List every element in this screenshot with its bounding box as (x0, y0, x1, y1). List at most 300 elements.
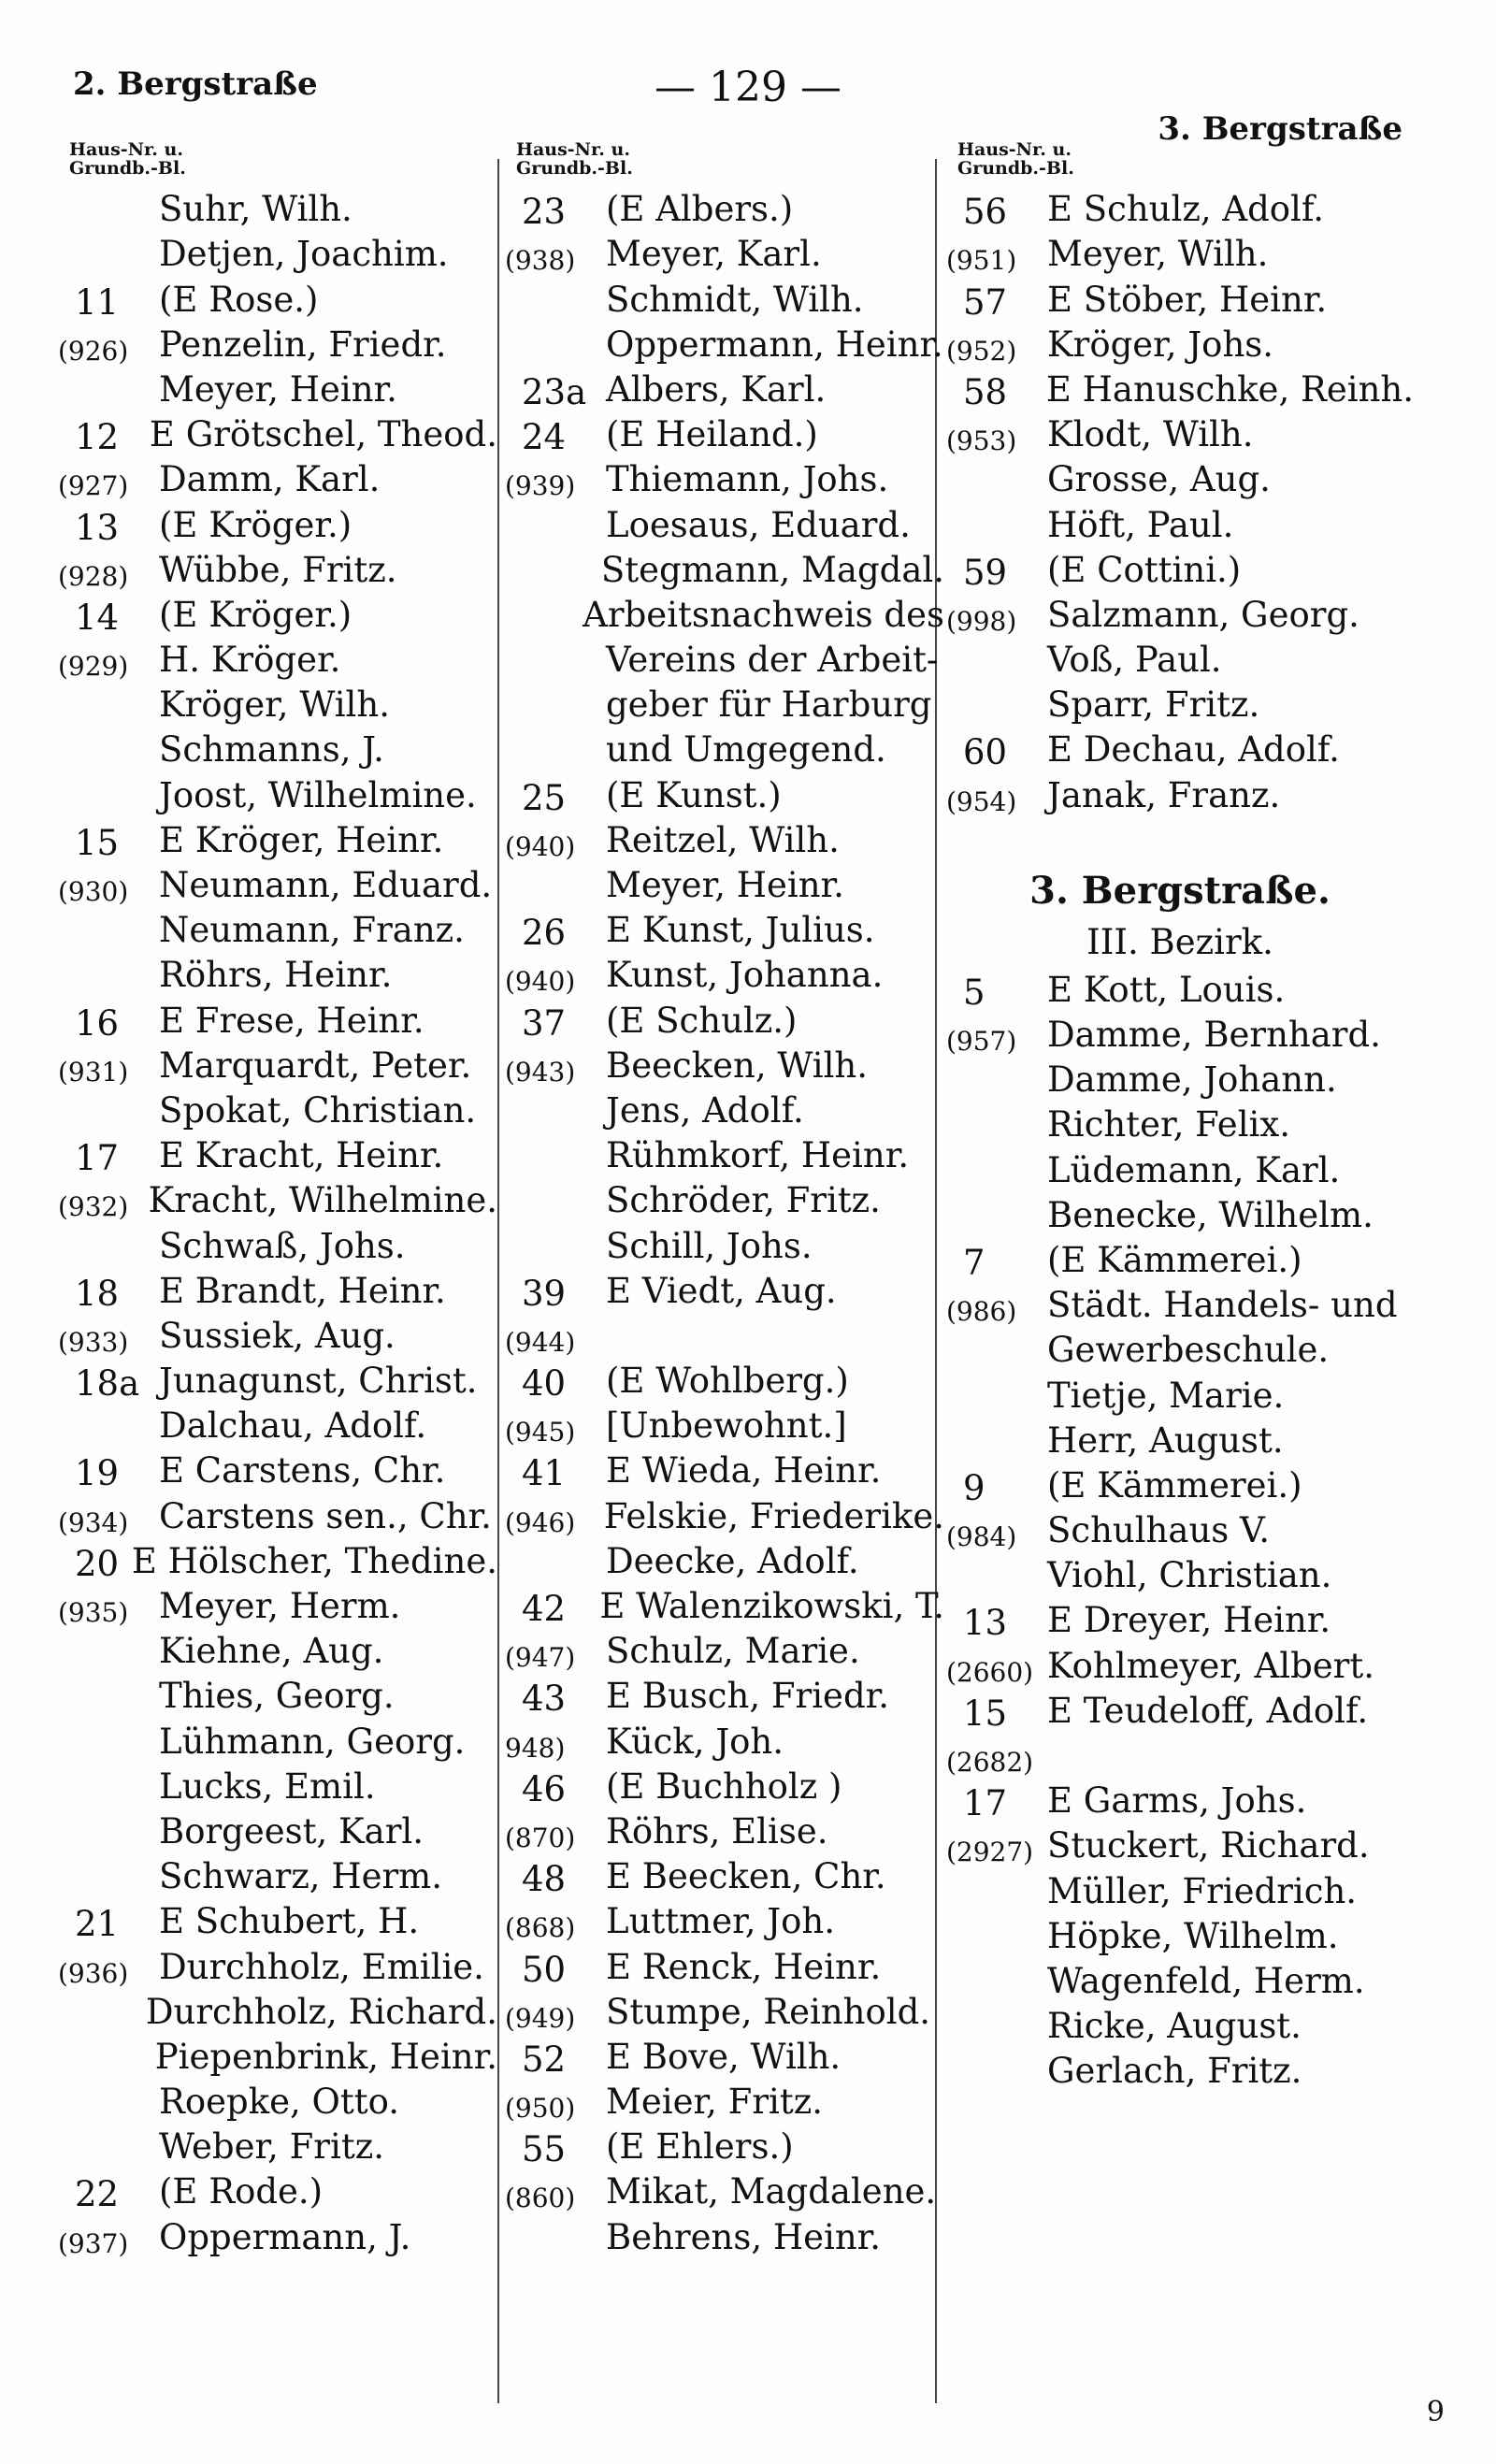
directory-line (58, 1808, 497, 1852)
resident-entry: Detjen, Joachim. (159, 234, 449, 275)
house-number: 42 (522, 1589, 567, 1629)
resident-entry: E Beecken, Chr. (606, 1856, 886, 1897)
house-number: 15 (963, 1693, 1008, 1734)
directory-line (58, 546, 497, 591)
house-number-cell (505, 968, 606, 996)
house-number: 23a (522, 371, 587, 412)
resident-entry: Lucks, Emil. (159, 1765, 376, 1807)
directory-line (505, 951, 944, 996)
directory-line (58, 771, 497, 815)
house-number-cell (946, 785, 1047, 817)
land-register-number: (934) (58, 1506, 129, 1538)
house-number: 22 (75, 2174, 120, 2215)
house-number-cell (505, 1326, 606, 1358)
resident-entry: Wübbe, Fritz. (159, 549, 397, 590)
house-number: 39 (522, 1273, 567, 1314)
directory-line (58, 1627, 497, 1672)
resident-entry: Durchholz, Emilie. (159, 1946, 484, 1987)
resident-entry: Junagunst, Christ. (159, 1361, 478, 1402)
house-number: 25 (522, 777, 567, 818)
running-head-right: 3. Bergstraße (1158, 110, 1402, 148)
directory-line (505, 681, 944, 726)
resident-entry: Gerlach, Fritz. (1047, 2051, 1302, 2092)
resident-entry: Oppermann, Heinr. (606, 324, 943, 365)
directory-line (946, 366, 1414, 411)
land-register-number: (944) (505, 1326, 576, 1358)
resident-entry: Meyer, Herm. (159, 1586, 401, 1626)
resident-entry: Arbeitsnachweis des (583, 594, 944, 635)
land-register-number: (951) (946, 245, 1017, 277)
directory-line (505, 1131, 944, 1176)
house-number-cell (946, 192, 1047, 233)
resident-entry: Höpke, Wilhelm. (1047, 1915, 1339, 1956)
column-head-line: Grundb.-Bl. (957, 158, 1074, 179)
resident-entry: Meyer, Karl. (606, 234, 822, 275)
resident-entry: Stegmann, Magdal. (600, 549, 944, 590)
directory-line (505, 1808, 944, 1852)
resident-entry: Kracht, Wilhelmine. (148, 1180, 497, 1221)
resident-entry: Luttmer, Joh. (606, 1901, 835, 1942)
land-register-number: (984) (946, 1521, 1017, 1553)
house-number-cell (58, 822, 159, 863)
directory-line (58, 951, 497, 996)
directory-line (505, 1988, 944, 2033)
house-number: 5 (963, 972, 985, 1013)
resident-entry: Gewerbeschule. (1047, 1330, 1330, 1371)
directory-line (505, 1897, 944, 1942)
resident-entry: Voß, Paul. (1047, 640, 1222, 681)
resident-entry: Rühmkorf, Heinr. (606, 1135, 910, 1176)
house-number-cell (505, 830, 606, 862)
resident-entry: Schwaß, Johs. (159, 1225, 406, 1266)
directory-line (505, 1221, 944, 1266)
land-register-number: (932) (58, 1191, 129, 1223)
directory-line (946, 966, 1414, 1011)
column-head-line: Haus-Nr. u. (69, 139, 183, 160)
house-number-cell (946, 1523, 1047, 1551)
resident-entry: Neumann, Eduard. (159, 865, 493, 905)
house-number-cell (58, 1506, 159, 1538)
directory-line (946, 1551, 1414, 1596)
resident-entry: Mikat, Magdalene. (606, 2171, 937, 2212)
resident-entry: Thiemann, Johs. (606, 459, 889, 500)
house-number-cell (58, 335, 159, 367)
directory-line (58, 366, 497, 411)
house-number: 59 (963, 552, 1008, 593)
resident-entry: E Hanuschke, Reinh. (1045, 368, 1414, 410)
land-register-number: (940) (505, 830, 576, 862)
house-number: 48 (522, 1859, 567, 1900)
house-number: 46 (522, 1768, 567, 1809)
house-number: 57 (963, 281, 1008, 323)
house-number-cell (58, 1273, 159, 1314)
directory-line (505, 1087, 944, 1131)
house-number: 17 (963, 1783, 1008, 1824)
resident-entry: E Dreyer, Heinr. (1047, 1600, 1331, 1641)
house-number: 20 (75, 1543, 120, 1584)
house-number-cell (505, 1589, 599, 1629)
directory-line (505, 771, 944, 818)
land-register-number: (945) (505, 1417, 576, 1448)
resident-entry: Ricke, August. (1047, 2006, 1302, 2047)
directory-line (946, 1641, 1414, 1686)
resident-entry: Meyer, Wilh. (1047, 234, 1269, 275)
directory-line (946, 1866, 1414, 1911)
house-number-cell (58, 1904, 159, 1945)
directory-line (505, 996, 944, 1044)
resident-entry: E Garms, Johs. (1047, 1780, 1307, 1822)
resident-entry: (E Rose.) (159, 279, 319, 320)
directory-line (58, 2212, 497, 2257)
resident-entry: und Umgegend. (606, 729, 886, 771)
house-number-cell (505, 371, 606, 412)
land-register-number: (2660) (946, 1656, 1034, 1688)
house-number-cell (58, 1957, 159, 1989)
directory-line (58, 455, 497, 500)
house-number-cell (58, 2227, 159, 2259)
house-number-cell (505, 1506, 604, 1538)
column-head-line: Grundb.-Bl. (69, 158, 186, 179)
resident-entry: Borgeest, Karl. (159, 1810, 424, 1852)
house-number-cell (946, 972, 1047, 1013)
land-register-number: (929) (58, 651, 129, 683)
land-register-number: (952) (946, 335, 1017, 367)
resident-entry: Kröger, Johs. (1047, 324, 1274, 365)
house-number-cell (946, 1603, 1047, 1644)
resident-entry: E Frese, Heinr. (159, 1000, 424, 1041)
house-number-cell (505, 1453, 606, 1494)
house-number: 50 (522, 1949, 567, 1990)
directory-line (946, 411, 1414, 455)
resident-entry: (E Schulz.) (606, 1000, 798, 1041)
directory-line (946, 1236, 1414, 1281)
house-number-cell (58, 1138, 159, 1179)
directory-line (58, 2168, 497, 2215)
house-number-cell (505, 1732, 606, 1764)
directory-line (505, 230, 944, 275)
directory-line (58, 726, 497, 771)
land-register-number: (868) (505, 1912, 576, 1944)
resident-entry: E Busch, Friedr. (606, 1676, 890, 1717)
house-number-cell (58, 1056, 159, 1088)
house-number-cell (946, 1028, 1047, 1056)
resident-entry: Dalchau, Adolf. (159, 1405, 427, 1447)
house-number-cell (946, 1749, 1047, 1777)
resident-entry: E Kracht, Heinr. (159, 1135, 444, 1176)
resident-entry: Schröder, Fritz. (606, 1180, 881, 1221)
resident-entry: Sussiek, Aug. (159, 1315, 396, 1356)
resident-entry: Thies, Georg. (159, 1676, 395, 1717)
house-number: 15 (75, 822, 120, 863)
directory-line (58, 1176, 497, 1221)
resident-entry: H. Kröger. (159, 640, 341, 681)
house-number: 26 (522, 913, 567, 954)
house-number-cell (505, 247, 606, 275)
resident-entry: Loesaus, Eduard. (606, 504, 911, 545)
resident-entry: Piepenbrink, Heinr. (154, 2036, 497, 2077)
directory-line (946, 636, 1414, 681)
resident-entry: (E Kämmerei.) (1047, 1239, 1302, 1280)
house-number-cell (58, 1002, 159, 1044)
directory-line (946, 1732, 1414, 1777)
house-number: 23 (522, 192, 567, 233)
house-number-cell (58, 1326, 159, 1358)
house-number-cell (505, 1056, 606, 1088)
house-number-cell (505, 1914, 606, 1942)
house-number-cell (505, 2095, 606, 2123)
directory-line (946, 1957, 1414, 2002)
resident-entry: E Teudeloff, Adolf. (1047, 1690, 1369, 1731)
house-number-cell (505, 1824, 606, 1852)
directory-line (505, 1267, 944, 1312)
directory-line (946, 1191, 1414, 1236)
directory-line (505, 1402, 944, 1447)
resident-entry: E Wieda, Heinr. (606, 1450, 882, 1491)
house-number-cell (946, 1467, 1047, 1508)
land-register-number: (928) (58, 560, 129, 592)
directory-line (505, 2212, 944, 2257)
house-number-cell (58, 281, 159, 323)
directory-line (505, 591, 944, 636)
resident-entry: Kück, Joh. (606, 1721, 784, 1762)
directory-line (505, 1672, 944, 1720)
house-number-cell (946, 732, 1047, 773)
directory-line (505, 2033, 944, 2078)
house-number-cell (505, 2039, 606, 2080)
directory-line (505, 1763, 944, 1808)
resident-entry: Sparr, Fritz. (1047, 684, 1260, 726)
house-number: 11 (75, 281, 120, 323)
directory-line (946, 185, 1414, 233)
resident-entry: Schulhaus V. (1047, 1510, 1271, 1551)
land-register-number: (937) (58, 2227, 129, 2259)
land-register-number: (998) (946, 605, 1017, 637)
resident-entry: (E Rode.) (159, 2171, 324, 2212)
house-number: 56 (963, 192, 1008, 233)
resident-entry: Spokat, Christian. (159, 1089, 477, 1131)
directory-line (58, 411, 497, 458)
directory-line (58, 636, 497, 681)
directory-line (505, 1717, 944, 1762)
house-number-cell (505, 913, 606, 954)
house-number-cell (946, 1242, 1047, 1283)
directory-line (505, 726, 944, 771)
house-number-cell (505, 192, 606, 233)
directory-line (505, 546, 944, 591)
directory-line (505, 275, 944, 320)
resident-entry: Joost, Wilhelmine. (159, 774, 477, 815)
resident-entry: Meyer, Heinr. (159, 368, 397, 410)
directory-line (505, 636, 944, 681)
directory-line (946, 230, 1414, 275)
house-number: 40 (522, 1363, 567, 1405)
column-3 (946, 140, 1414, 2092)
resident-entry: Schmanns, J. (159, 729, 384, 771)
directory-line (505, 2168, 944, 2212)
directory-line (946, 1056, 1414, 1101)
resident-entry: [Unbewohnt.] (606, 1405, 847, 1447)
house-number: 18 (75, 1273, 120, 1314)
resident-entry: Kohlmeyer, Albert. (1047, 1645, 1374, 1686)
resident-entry: E Viedt, Aug. (606, 1270, 837, 1311)
resident-entry: Albers, Karl. (606, 368, 827, 410)
resident-entry: Damme, Bernhard. (1047, 1015, 1381, 1055)
directory-line (946, 546, 1414, 591)
directory-line (505, 861, 944, 906)
resident-entry: Carstens sen., Chr. (159, 1495, 492, 1536)
page-number: — 129 — (654, 64, 842, 111)
resident-entry: Wagenfeld, Herm. (1047, 1960, 1365, 2001)
land-register-number: (939) (505, 470, 576, 502)
directory-line (505, 1042, 944, 1087)
land-register-number: (957) (946, 1026, 1017, 1057)
resident-entry: (E Kröger.) (159, 594, 352, 635)
section-title: 3. Bergstraße. (1029, 868, 1331, 913)
house-number-cell (58, 597, 159, 638)
land-register-number: (935) (58, 1597, 129, 1628)
house-number: 41 (522, 1453, 567, 1494)
directory-line (58, 1717, 497, 1762)
directory-line (58, 1897, 497, 1945)
resident-entry: Richter, Felix. (1047, 1104, 1290, 1146)
resident-entry: E Kunst, Julius. (606, 910, 875, 951)
resident-entry: E Brandt, Heinr. (159, 1270, 446, 1311)
land-register-number: (954) (946, 785, 1017, 817)
directory-line (505, 500, 944, 545)
directory-line (58, 1672, 497, 1717)
house-number: 9 (963, 1467, 985, 1508)
house-number: 21 (75, 1904, 120, 1945)
directory-line (58, 1988, 497, 2033)
directory-line (58, 1537, 497, 1582)
resident-entry: (E Heiland.) (606, 414, 818, 455)
resident-entry: Schill, Johs. (606, 1225, 813, 1266)
resident-entry: Klodt, Wilh. (1047, 414, 1254, 455)
house-number-cell (58, 2174, 159, 2215)
resident-entry: (E Buchholz ) (606, 1765, 842, 1807)
house-number-cell (946, 1656, 1047, 1688)
house-number: 55 (522, 2129, 567, 2170)
resident-entry: E Hölscher, Thedine. (131, 1540, 497, 1581)
house-number: 13 (75, 507, 120, 548)
directory-line (58, 2033, 497, 2078)
resident-entry: (E Kunst.) (606, 774, 782, 815)
house-number-cell (58, 417, 150, 458)
resident-entry: Kunst, Johanna. (606, 955, 884, 996)
house-number-cell (946, 1693, 1047, 1734)
land-register-number: 948) (505, 1732, 566, 1764)
house-number: 37 (522, 1002, 567, 1044)
resident-entry: (E Wohlberg.) (606, 1361, 849, 1402)
house-number-cell (946, 1783, 1047, 1824)
resident-entry: Röhrs, Heinr. (159, 955, 393, 996)
house-number-cell (505, 1419, 606, 1447)
house-number-cell (946, 371, 1046, 412)
resident-entry: Marquardt, Peter. (159, 1045, 472, 1086)
house-number-cell (505, 1002, 606, 1044)
directory-line (946, 1462, 1414, 1506)
house-number-cell (946, 335, 1047, 367)
house-number: 58 (963, 371, 1008, 412)
house-number: 18a (75, 1363, 140, 1405)
resident-entry: Schmidt, Wilh. (606, 279, 864, 320)
resident-entry: Damm, Karl. (159, 459, 381, 500)
resident-entry: (E Ehlers.) (606, 2126, 794, 2168)
directory-line (58, 185, 497, 230)
resident-entry: (E Cottini.) (1047, 549, 1242, 590)
resident-entry: geber für Harburg (606, 684, 932, 726)
column-head (516, 140, 944, 185)
directory-line (58, 2123, 497, 2168)
directory-line (946, 681, 1414, 726)
directory-line (505, 1357, 944, 1405)
land-register-number: (931) (58, 1056, 129, 1088)
resident-entry: Meier, Fritz. (606, 2082, 823, 2123)
resident-entry: Städt. Handels- und (1047, 1285, 1398, 1326)
house-number-cell (505, 1949, 606, 1990)
land-register-number: (950) (505, 2093, 576, 2125)
house-number: 16 (75, 1002, 120, 1044)
directory-line (505, 1312, 944, 1357)
house-number-cell (58, 1599, 159, 1627)
directory-line (505, 185, 944, 233)
house-number: 43 (522, 1679, 567, 1720)
house-number-cell (505, 1363, 606, 1405)
house-number: 7 (963, 1242, 985, 1283)
directory-line (58, 1087, 497, 1131)
directory-line (946, 1101, 1414, 1146)
house-number-cell (946, 427, 1047, 455)
land-register-number: (946) (505, 1506, 576, 1538)
directory-line (505, 1537, 944, 1582)
house-number-cell (505, 1273, 606, 1314)
house-number-cell (58, 1453, 159, 1494)
directory-line (946, 1011, 1414, 1056)
house-number-cell (505, 2129, 606, 2170)
resident-entry: Lüdemann, Karl. (1047, 1149, 1341, 1190)
land-register-number: (870) (505, 1822, 576, 1853)
house-number: 12 (75, 417, 120, 458)
directory-line (946, 1417, 1414, 1462)
directory-line (58, 996, 497, 1044)
resident-entry: Deecke, Adolf. (606, 1540, 859, 1581)
column-rule (497, 159, 499, 2403)
section-subtitle: III. Bezirk. (1086, 921, 1273, 962)
resident-entry: E Dechau, Adolf. (1047, 729, 1340, 771)
directory-line (505, 411, 944, 458)
land-register-number: (926) (58, 335, 129, 367)
house-number-cell (505, 1859, 606, 1900)
land-register-number: (940) (505, 966, 576, 998)
resident-entry: Schulz, Marie. (606, 1631, 860, 1672)
directory-line (58, 816, 497, 861)
column-1 (58, 140, 497, 2258)
resident-entry: E Schulz, Adolf. (1047, 189, 1324, 230)
directory-line (58, 1042, 497, 1087)
house-number-cell (58, 507, 159, 548)
running-head-left: 2. Bergstraße (73, 65, 318, 103)
directory-line (946, 1146, 1414, 1190)
resident-entry: Beecken, Wilh. (606, 1045, 869, 1086)
signature-mark: 9 (1426, 2396, 1445, 2428)
resident-entry: Herr, August. (1047, 1419, 1284, 1461)
directory-line (505, 1582, 944, 1627)
directory-line (58, 1582, 497, 1627)
directory-line (946, 1371, 1414, 1416)
directory-line (505, 321, 944, 366)
resident-entry: Felskie, Friederike. (603, 1495, 944, 1536)
resident-entry: E Walenzikowski, T. (599, 1586, 944, 1626)
